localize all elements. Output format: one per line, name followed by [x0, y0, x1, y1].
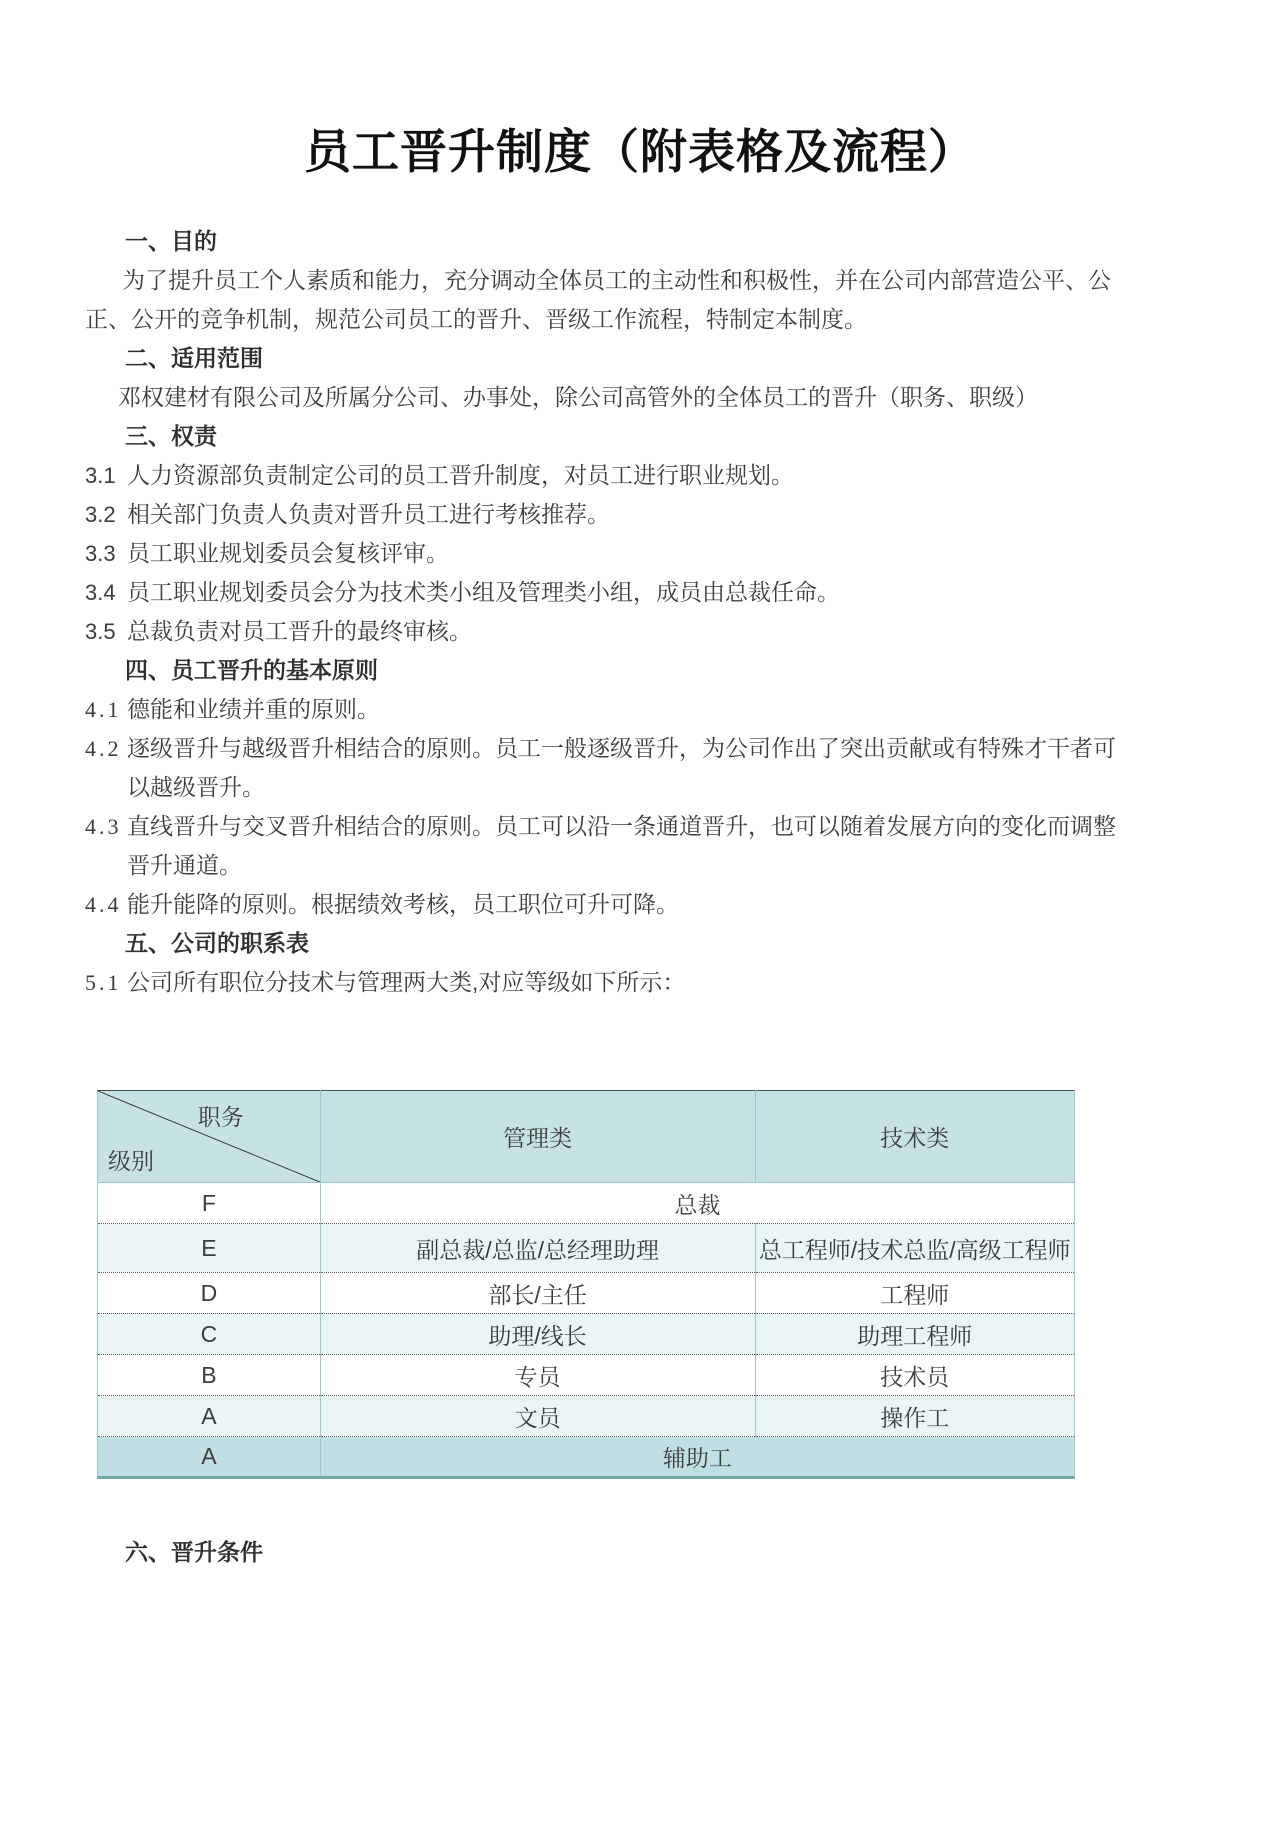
section-heading-conditions: 六、晋升条件 [125, 1539, 263, 1565]
item-3-1 [85, 456, 1195, 495]
rank-cell: 专员 [320, 1355, 755, 1396]
rank-cell: 总裁 [320, 1183, 1074, 1224]
item-number: 3.2 [85, 502, 116, 527]
rank-cell: 工程师 [755, 1273, 1075, 1314]
item-text-line2: 以越级晋升。 [127, 774, 265, 800]
rank-cell: 助理/线长 [320, 1314, 755, 1355]
corner-label-position: 职务 [197, 1104, 244, 1130]
level-cell: C [98, 1314, 321, 1355]
item-text: 能升能降的原则。根据绩效考核，员工职位可升可降。 [127, 891, 679, 917]
table-row-f [98, 1183, 1075, 1224]
item-3-4 [85, 573, 1195, 612]
item-4-2 [85, 729, 1195, 807]
item-number: 5.1 [85, 970, 122, 995]
item-4-1 [85, 690, 1195, 729]
item-text: 员工职业规划委员会分为技术类小组及管理类小组，成员由总裁任命。 [127, 579, 840, 605]
item-number: 3.4 [85, 580, 116, 605]
col-header-management: 管理类 [320, 1091, 755, 1183]
rank-cell: 辅助工 [320, 1437, 1074, 1478]
rank-cell: 文员 [320, 1396, 755, 1437]
item-number: 3.1 [85, 463, 116, 488]
paragraph-objective-line1: 为了提升员工个人素质和能力，充分调动全体员工的主动性和积极性，并在公司内部营造公平、公 [122, 267, 1111, 293]
item-text: 德能和业绩并重的原则。 [127, 696, 380, 722]
rank-cell: 部长/主任 [320, 1273, 755, 1314]
rank-cell: 总工程师/技术总监/高级工程师 [755, 1224, 1075, 1273]
document-page [0, 120, 1280, 1826]
section-heading-rank-table: 五、公司的职系表 [125, 930, 309, 956]
level-cell: A [98, 1396, 321, 1437]
item-text: 相关部门负责人负责对晋升员工进行考核推荐。 [127, 501, 610, 527]
table-row-e [98, 1224, 1075, 1273]
table-row-d [98, 1273, 1075, 1314]
item-text: 总裁负责对员工晋升的最终审核。 [127, 618, 472, 644]
col-header-technical: 技术类 [755, 1091, 1075, 1183]
item-text-line1: 直线晋升与交叉晋升相结合的原则。员工可以沿一条通道晋升，也可以随着发展方向的变化而调整 [127, 813, 1116, 839]
rank-cell: 副总裁/总监/总经理助理 [320, 1224, 755, 1273]
level-cell: B [98, 1355, 321, 1396]
page-title: 员工晋升制度（附表格及流程） [304, 125, 976, 180]
table-row-c [98, 1314, 1075, 1355]
rank-cell: 助理工程师 [755, 1314, 1075, 1355]
item-text: 员工职业规划委员会复核评审。 [127, 540, 449, 566]
item-text: 人力资源部负责制定公司的员工晋升制度，对员工进行职业规划。 [127, 462, 794, 488]
rank-cell: 操作工 [755, 1396, 1075, 1437]
item-4-4 [85, 885, 1195, 924]
table-row-a [98, 1396, 1075, 1437]
table-row-a-auxiliary [98, 1437, 1075, 1478]
section-heading-objective: 一、目的 [125, 228, 217, 254]
level-cell: E [98, 1224, 321, 1273]
item-number: 4.3 [85, 814, 122, 839]
item-text: 公司所有职位分技术与管理两大类,对应等级如下所示： [127, 969, 686, 995]
item-text-line1: 逐级晋升与越级晋升相结合的原则。员工一般逐级晋升，为公司作出了突出贡献或有特殊才干者可 [127, 735, 1116, 761]
table-row-b [98, 1355, 1075, 1396]
corner-label-level: 级别 [108, 1148, 154, 1174]
item-3-3 [85, 534, 1195, 573]
item-3-2 [85, 495, 1195, 534]
level-cell: A [98, 1437, 321, 1478]
level-cell: F [98, 1183, 321, 1224]
item-number: 4.1 [85, 697, 122, 722]
item-number: 4.4 [85, 892, 122, 917]
level-cell: D [98, 1273, 321, 1314]
paragraph-objective-line2: 正、公开的竞争机制，规范公司员工的晋升、晋级工作流程，特制定本制度。 [85, 306, 867, 332]
paragraph-scope: 邓权建材有限公司及所属分公司、办事处，除公司高管外的全体员工的晋升（职务、职级） [118, 384, 1038, 410]
rank-cell: 技术员 [755, 1355, 1075, 1396]
item-number: 3.5 [85, 619, 116, 644]
item-number: 3.3 [85, 541, 116, 566]
item-5-1 [85, 963, 1195, 1002]
section-heading-responsibilities: 三、权责 [125, 423, 217, 449]
table-corner-cell [98, 1091, 321, 1183]
item-text-line2: 晋升通道。 [127, 852, 242, 878]
rank-table [97, 1090, 1075, 1479]
section-heading-scope: 二、适用范围 [125, 345, 263, 371]
section-heading-principles: 四、员工晋升的基本原则 [125, 657, 378, 683]
item-3-5 [85, 612, 1195, 651]
document-body [85, 222, 1195, 1572]
table-header-row [98, 1091, 1075, 1183]
item-4-3 [85, 807, 1195, 885]
item-number: 4.2 [85, 736, 122, 761]
